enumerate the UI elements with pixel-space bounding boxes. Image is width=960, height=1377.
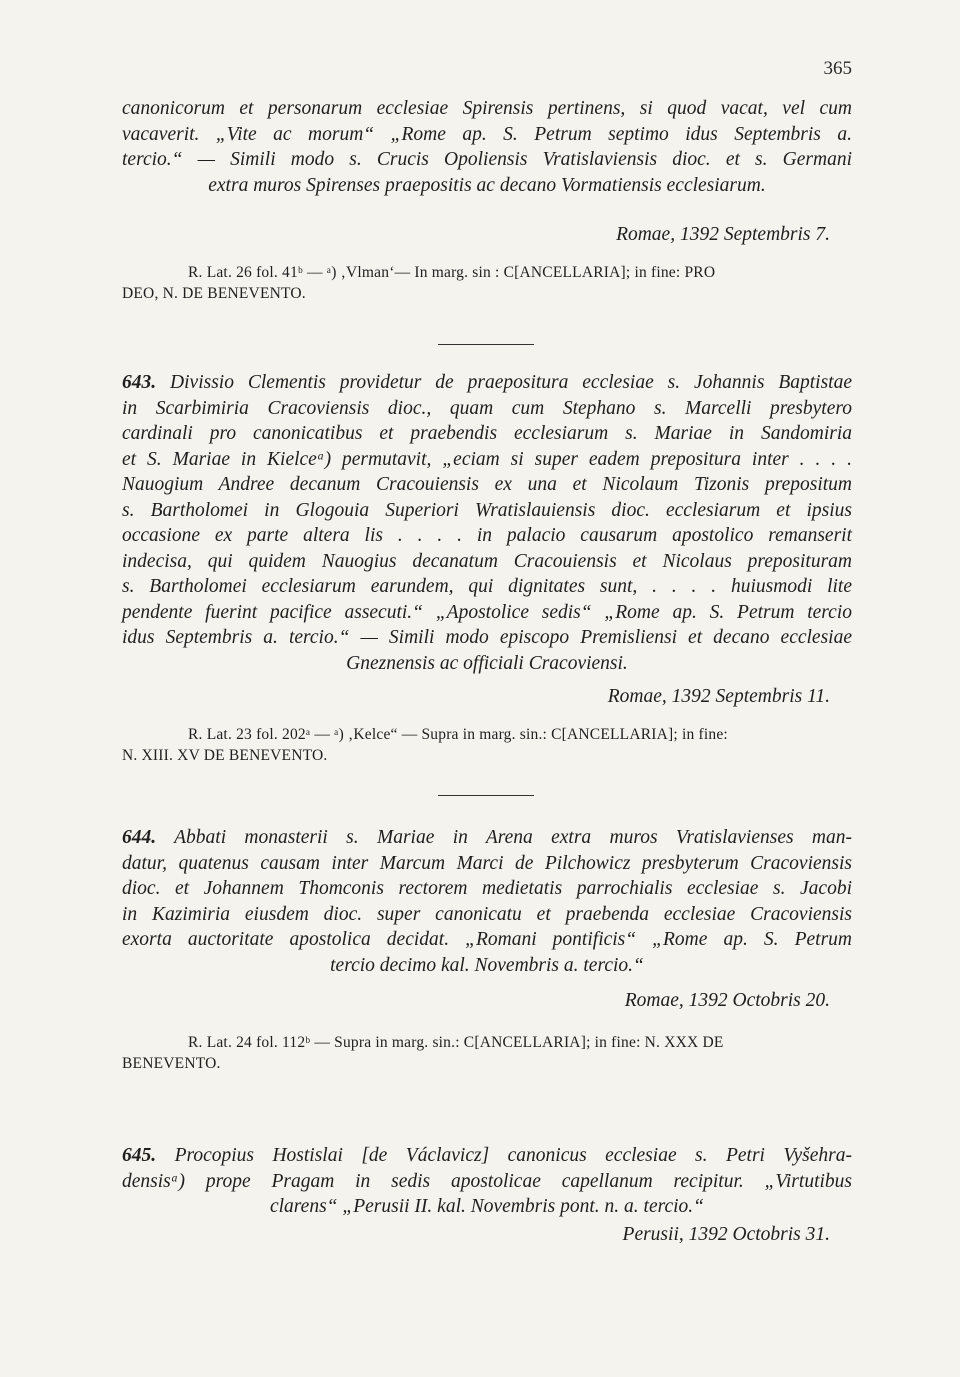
- entry-text: [122, 370, 852, 676]
- entry-date: Perusii, 1392 Octobris 31.: [622, 1223, 830, 1245]
- source-note: [122, 262, 852, 304]
- entry-text: [122, 96, 852, 198]
- source-line: R. Lat. 23 fol. 202ᵃ — ᵃ) ‚Kelce“ — Supra in marg. sin.: C[ANCELLARIA]; in fine:: [188, 726, 728, 743]
- source-line: N. XIII. XV DE BENEVENTO.: [122, 747, 328, 764]
- text-line: s. Bartholomei ecclesiarum earundem, qui dignitates sunt, . . . . huiusmodi lite: [122, 576, 852, 597]
- text-line: [122, 825, 852, 851]
- text-fragment: Divissio Clementis providetur de praepositura ecclesiae s. Johannis Baptistae: [170, 372, 853, 393]
- source-note: [122, 724, 852, 766]
- source-line: R. Lat. 26 fol. 41ᵇ — ᵃ) ‚Vlman‘— In marg. sin : C[ANCELLARIA]; in fine: PRO: [188, 264, 716, 281]
- entry-date: Romae, 1392 Octobris 20.: [624, 990, 830, 1011]
- text-line: dioc. et Johannem Thomconis rectorem medietatis parrochialis ecclesiae s. Jacobi: [122, 878, 852, 899]
- entry-date: Romae, 1392 Septembris 7.: [616, 224, 830, 245]
- text-line: datur, quatenus causam inter Marcum Marci de Pilchowicz presbyterum Cracoviensis: [122, 852, 852, 874]
- text-line: [122, 370, 852, 396]
- text-line: cardinali pro canonicatibus et praebendis ecclesiarum s. Mariae in Sandomiria: [122, 423, 852, 444]
- text-line: clarens“ „Perusii II. kal. Novembris pont. n. a. tercio.“: [269, 1196, 705, 1217]
- section-divider: [438, 795, 534, 796]
- text-line: canonicorum et personarum ecclesiae Spirensis pertinens, si quod vacat, vel cum: [122, 98, 852, 119]
- source-line: BENEVENTO.: [122, 1055, 221, 1072]
- text-line: indecisa, qui quidem Nauogius decanatum Cracouiensis et Nicolaus preposituram: [122, 550, 852, 572]
- text-line: in Kazimiria eiusdem dioc. super canonicatu et praebenda ecclesiae Cracoviensis: [122, 903, 852, 925]
- text-line: tercio decimo kal. Novembris a. tercio.“: [330, 954, 644, 976]
- text-line: Nauogium Andree decanum Cracouiensis ex una et Nicolaum Tizonis prepositum: [122, 474, 852, 495]
- page-number: 365: [823, 58, 852, 79]
- text-line: s. Bartholomei in Glogouia Superiori Wratislauiensis dioc. ecclesiarum et ipsius: [122, 499, 852, 521]
- text-fragment: Procopius Hostislai [de Václavicz] canonicus ecclesiae s. Petri Vyšehra-: [174, 1145, 852, 1166]
- text-line: tercio.“ — Simili modo s. Crucis Opoliensis Vratislaviensis dioc. et s. Germani: [122, 149, 852, 170]
- text-line: in Scarbimiria Cracoviensis dioc., quam cum Stephano s. Marcelli presbytero: [122, 397, 852, 419]
- entry-643: [122, 370, 852, 766]
- text-line: Gneznensis ac officiali Cracoviensi.: [346, 652, 628, 674]
- text-line: et S. Mariae in Kielceᵃ) permutavit, „eciam si super eadem prepositura inter . . . .: [122, 448, 852, 470]
- entry-645: [122, 1143, 852, 1246]
- text-line: pendente fuerint pacifice assecuti.“ „Apostolice sedis“ „Rome ap. S. Petrum tercio: [122, 601, 852, 623]
- entry-text: [122, 825, 852, 978]
- entry-number: 644.: [122, 827, 157, 848]
- text-line: idus Septembris a. tercio.“ — Simili modo episcopo Premisliensi et decano ecclesiae: [122, 627, 852, 648]
- entry-continuation: [122, 96, 852, 304]
- entry-number: 645.: [122, 1145, 157, 1166]
- source-note: [122, 1032, 852, 1074]
- text-line: vacaverit. „Vite ac morum“ „Rome ap. S. Petrum septimo idus Septembris a.: [122, 123, 852, 145]
- entry-644: [122, 825, 852, 1074]
- text-line: [122, 1143, 852, 1169]
- entry-date: Romae, 1392 Septembris 11.: [607, 686, 830, 707]
- text-line: densisᵃ) prope Pragam in sedis apostolicae capellanum recipitur. „Virtutibus: [122, 1170, 852, 1192]
- text-line: exorta auctoritate apostolica decidat. „Romani pontificis“ „Rome ap. S. Petrum: [122, 929, 852, 950]
- source-line: DEO, N. DE BENEVENTO.: [122, 285, 306, 302]
- text-line: occasione ex parte altera lis . . . . in palacio causarum apostolico remanserit: [122, 525, 852, 546]
- text-line: extra muros Spirenses praepositis ac decano Vormatiensis ecclesiarum.: [208, 174, 766, 196]
- source-line: R. Lat. 24 fol. 112ᵇ — Supra in marg. sin.: C[ANCELLARIA]; in fine: N. XXX DE: [188, 1034, 724, 1051]
- entry-text: [122, 1143, 852, 1220]
- section-divider: [438, 344, 534, 345]
- text-fragment: Abbati monasterii s. Mariae in Arena extra muros Vratislavienses man-: [174, 827, 852, 848]
- entry-number: 643.: [122, 372, 157, 393]
